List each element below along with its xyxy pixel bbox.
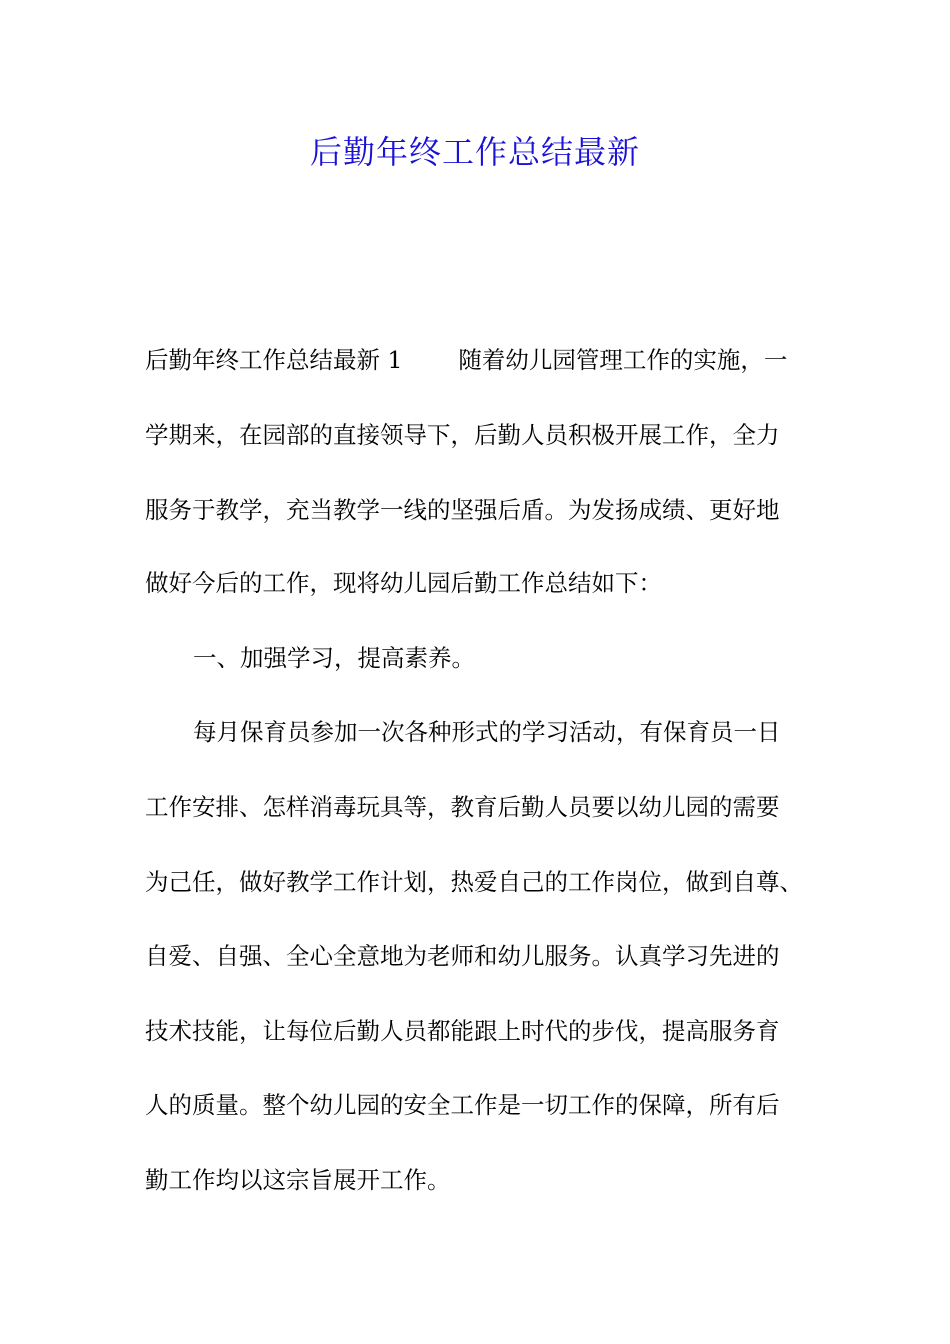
section-heading: 后勤年终工作总结最新 1 [145,346,403,374]
paragraph-line-8: 为己任，做好教学工作计划，热爱自己的工作岗位，做到自尊、 [145,868,803,896]
subheading-line: 一、加强学习，提高素养。 [193,644,475,672]
paragraph-line-10: 技术技能，让每位后勤人员都能跟上时代的步伐，提高服务育 [145,1017,780,1045]
paragraph-line-4: 做好今后的工作，现将幼儿园后勤工作总结如下： [145,569,662,597]
paragraph-line-2: 学期来，在园部的直接领导下，后勤人员积极开展工作，全力 [145,421,780,449]
paragraph-line-1 [145,340,787,380]
paragraph-text: 随着幼儿园管理工作的实施，一 [458,346,788,374]
paragraph-line-7: 工作安排、怎样消毒玩具等，教育后勤人员要以幼儿园的需要 [145,793,780,821]
paragraph-line-11: 人的质量。整个幼儿园的安全工作是一切工作的保障，所有后 [145,1091,780,1119]
paragraph-line-3: 服务于教学，充当教学一线的坚强后盾。为发扬成绩、更好地 [145,496,780,524]
paragraph-line-6: 每月保育员参加一次各种形式的学习活动，有保育员一日 [193,718,781,746]
paragraph-line-9: 自爱、自强、全心全意地为老师和幼儿服务。认真学习先进的 [145,942,780,970]
page-title: 后勤年终工作总结最新 [309,133,640,171]
paragraph-line-12: 勤工作均以这宗旨展开工作。 [145,1166,451,1194]
